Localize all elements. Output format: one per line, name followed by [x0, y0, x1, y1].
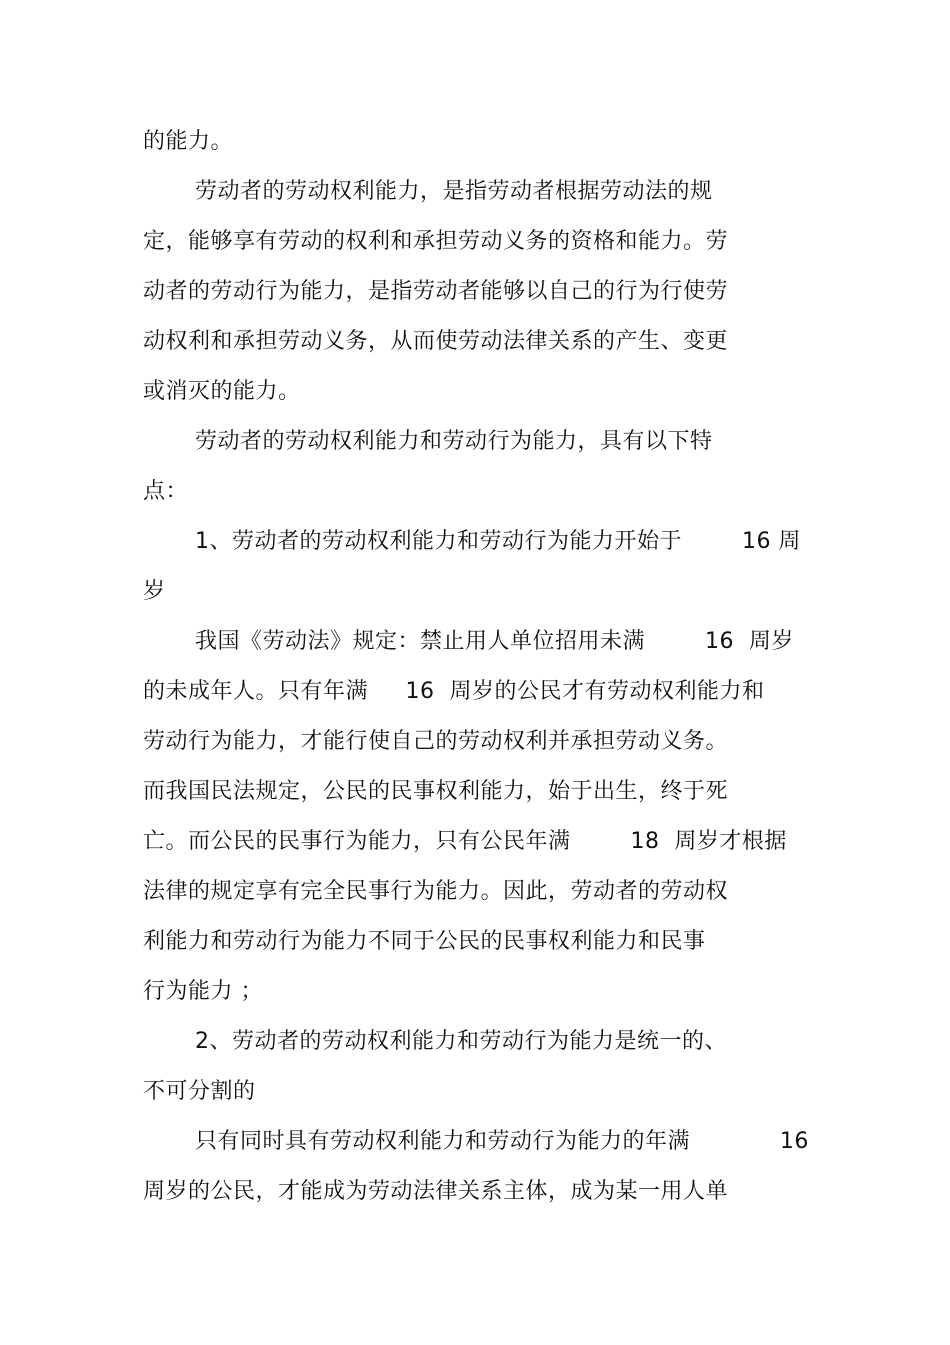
text-line: 动者的劳动行为能力，是指劳动者能够以自己的行为行使劳	[143, 279, 729, 304]
paragraph-start: 劳动者的劳动权利能力，是指劳动者根据劳动法的规	[195, 179, 713, 204]
text-line: 而我国民法规定，公民的民事权利能力，始于出生，终于死	[143, 779, 729, 804]
paragraph-start: 我国《劳动法》规定：禁止用人单位招用未满 16 周岁	[195, 629, 794, 654]
paragraph-start: 劳动者的劳动权利能力和劳动行为能力，具有以下特	[195, 429, 713, 454]
text-line: 行为能力 ；	[143, 979, 263, 1004]
text-line: 劳动行为能力，才能行使自己的劳动权利并承担劳动义务。	[143, 729, 729, 754]
text-line: 亡。而公民的民事行为能力，只有公民年满 18 周岁才根据	[143, 829, 787, 854]
text-line: 利能力和劳动行为能力不同于公民的民事权利能力和民事	[143, 929, 706, 954]
text-line: 岁	[143, 579, 166, 604]
text-line: 点：	[143, 479, 189, 504]
text-line: 动权利和承担劳动义务，从而使劳动法律关系的产生、变更	[143, 329, 729, 354]
text-line: 或消灭的能力。	[143, 379, 301, 404]
text-line: 不可分割的	[143, 1079, 256, 1104]
text-line: 定，能够享有劳动的权利和承担劳动义务的资格和能力。劳	[143, 229, 729, 254]
text-line: 的能力。	[143, 129, 234, 154]
text-line: 周岁的公民，才能成为劳动法律关系主体，成为某一用人单	[143, 1179, 729, 1204]
section-heading-1: 1、劳动者的劳动权利能力和劳动行为能力开始于 16 周	[195, 529, 801, 554]
text-line: 的未成年人。只有年满 16 周岁的公民才有劳动权利能力和	[143, 679, 765, 704]
section-heading-2: 2、劳动者的劳动权利能力和劳动行为能力是统一的、	[195, 1029, 727, 1054]
paragraph-start: 只有同时具有劳动权利能力和劳动行为能力的年满 16	[195, 1129, 809, 1154]
text-line: 法律的规定享有完全民事行为能力。因此，劳动者的劳动权	[143, 879, 729, 904]
